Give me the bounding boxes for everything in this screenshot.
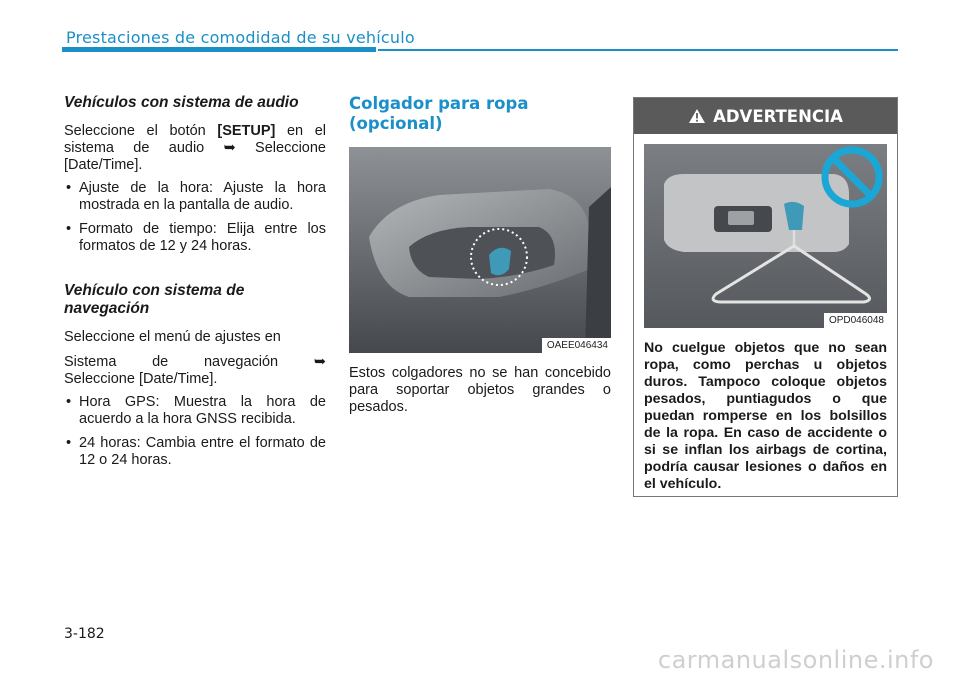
audio-text-pre: Seleccione el botón (64, 123, 218, 139)
list-item: • 24 horas: Cambia entre el formato de 12 o 24 horas. (64, 435, 326, 469)
nav-bullet-list (64, 394, 326, 469)
column-right (633, 97, 896, 497)
list-item: • Formato de tiempo: Elija entre los formatos de 12 y 24 horas. (64, 221, 326, 255)
watermark: carmanualsonline.info (657, 646, 934, 674)
hanger-description: Estos colgadores no se han concebido para soportar objetos grandes o pesados. (349, 365, 611, 415)
coat-hanger-photo (349, 147, 611, 353)
warning-photo-caption: OPD046048 (824, 313, 887, 328)
warning-title: ADVERTENCIA (713, 106, 843, 126)
audio-instructions (64, 123, 326, 174)
header-bar (62, 47, 376, 52)
list-item: • Hora GPS: Muestra la hora de acuerdo a la hora GNSS recibida. (64, 394, 326, 428)
nav-text-1: Seleccione el menú de ajustes en (64, 329, 281, 345)
warning-header (634, 98, 897, 134)
section-title: Prestaciones de comodidad de su vehículo (66, 28, 415, 47)
warning-text: No cuelgue objetos que no sean ropa, como perchas u objetos duros. Tampoco coloque objetos pesados, puntiagudos o que puedan romperse en los bolsillos de la ropa. En caso de accidente o si se inflan los airbags de cortina, podría causar lesiones o daños en el vehículo. (644, 340, 887, 492)
column-middle (349, 94, 611, 416)
spacer (64, 262, 326, 282)
hanger-misuse-illustration (644, 144, 887, 328)
photo-caption: OAEE046434 (542, 338, 611, 353)
column-left (64, 94, 326, 476)
warning-photo (644, 144, 887, 328)
warning-box (633, 97, 898, 497)
nav-heading: Vehículo con sistema de navegación (64, 282, 245, 317)
coat-hanger-illustration (349, 147, 611, 353)
setup-key: [SETUP] (217, 123, 276, 139)
audio-heading: Vehículos con sistema de audio (64, 94, 299, 111)
nav-text-3: Seleccione [Date/Time]. (64, 371, 218, 387)
page-number: 3-182 (64, 626, 105, 642)
audio-bullet-list (64, 180, 326, 255)
header-rule (378, 49, 898, 51)
audio-text-post: en el sistema de audio ➥ Seleccione [Date/Time]. (64, 123, 326, 173)
list-item: • Ajuste de la hora: Ajuste la hora mostrada en la pantalla de audio. (64, 180, 326, 214)
hanger-heading: Colgador para ropa (opcional) (349, 94, 529, 133)
warning-triangle-icon (688, 108, 706, 124)
nav-text-2: Sistema de navegación ➥ (64, 354, 326, 370)
